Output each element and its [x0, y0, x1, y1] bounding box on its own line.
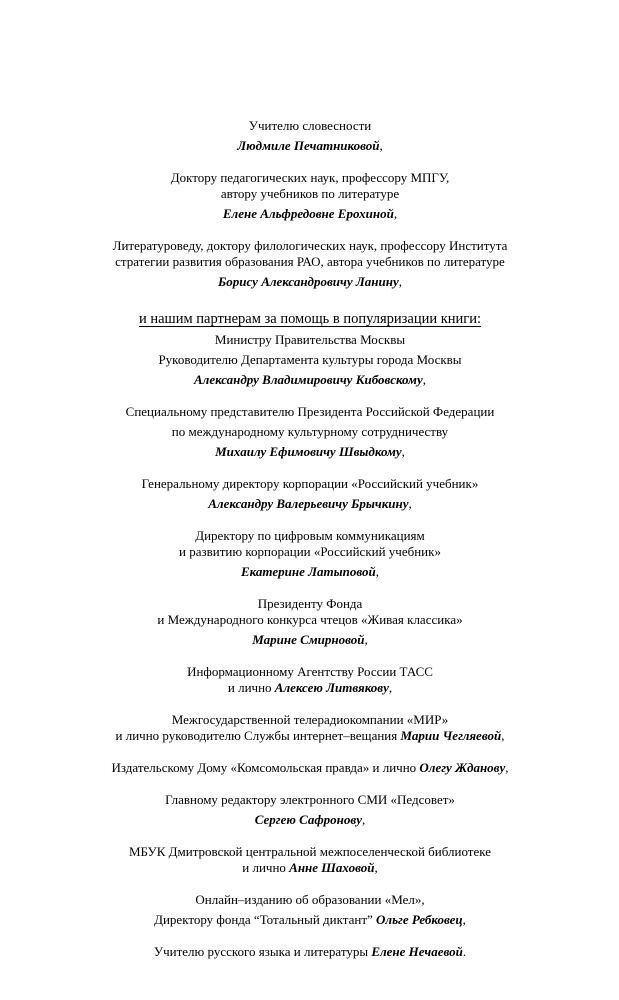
partner-block: Специальному представителю Президента Российской Федерации по международному культурному сотрудничеству Михаилу Ефимовичу Швыдкому, [90, 404, 530, 460]
partner-role: Директору фонда “Тотальный диктант” [154, 912, 377, 927]
partner-role: и лично [227, 680, 275, 695]
dedication-role: Учителю словесности [248, 118, 372, 133]
partner-block: Межгосударственной телерадиокомпании «МИР» и лично руководителю Службы интернет–вещания Марии Чегляевой, [90, 712, 530, 744]
partner-block: Информационному Агентству России ТАСС и лично Алексею Литвякову, [90, 664, 530, 696]
partner-role: Президенту Фонда [257, 596, 363, 611]
partner-role: Межгосударственной телерадиокомпании «МИР» [171, 712, 449, 727]
dedication-page [90, 118, 530, 960]
dedication-role: Доктору педагогических наук, профессору МПГУ, [170, 170, 450, 185]
partner-name: Марине Смирновой [252, 632, 365, 647]
partner-role: Издательскому Дому «Комсомольская правда» и лично [111, 760, 420, 775]
dedication-role: Литературоведу, доктору филологических наук, профессору Института [112, 238, 508, 253]
dedication-role: стратегии развития образования РАО, автора учебников по литературе [115, 254, 505, 269]
partner-name: Ольге Ребковец [376, 912, 463, 927]
partner-role: и развитию корпорации «Российский учебник» [179, 544, 441, 559]
partner-role: МБУК Дмитровской центральной межпоселенческой библиотеке [128, 844, 492, 859]
partners-heading: и нашим партнерам за помощь в популяризации книги: [138, 311, 482, 327]
partner-name: Екатерине Латыповой [240, 564, 376, 579]
partner-name: Олегу Жданову [419, 760, 506, 775]
partner-name: Алексею Литвякову [274, 680, 389, 695]
partner-block: Издательскому Дому «Комсомольская правда» и лично Олегу Жданову, [111, 760, 509, 775]
partner-role: и лично [242, 860, 290, 875]
dedication-name: Людмиле Печатниковой [237, 138, 380, 153]
dedication-block: Доктору педагогических наук, профессору МПГУ, автору учебников по литературе Елене Альфредовне Ерохиной, [90, 170, 530, 222]
dedication-name: Елене Альфредовне Ерохиной [222, 206, 394, 221]
partner-role: и Международного конкурса чтецов «Живая классика» [157, 612, 463, 627]
partner-name: Александру Владимировичу Кибовскому [194, 372, 423, 387]
partner-role: Информационному Агентству России ТАСС [187, 664, 433, 679]
partner-role: Руководителю Департамента культуры города Москвы [158, 352, 462, 367]
partner-role: Специальному представителю Президента Российской Федерации [125, 404, 495, 419]
partner-role: Директору по цифровым коммуникациям [195, 528, 425, 543]
partner-role: и лично руководителю Службы интернет–вещания [115, 728, 401, 743]
partner-block: Учителю русского языка и литературы Елене Нечаевой. [153, 944, 467, 959]
partner-role: Главному редактору электронного СМИ «Педсовет» [165, 792, 455, 807]
dedication-role: автору учебников по литературе [220, 186, 400, 201]
partner-name: Александру Валерьевичу Брычкину [208, 496, 409, 511]
dedication-name: Борису Александровичу Ланину [218, 274, 399, 289]
partner-name: Анне Шаховой [289, 860, 375, 875]
partner-role: Генеральному директору корпорации «Российский учебник» [141, 476, 479, 491]
partner-block: МБУК Дмитровской центральной межпоселенческой библиотеке и лично Анне Шаховой, [90, 844, 530, 876]
dedication-block: Литературоведу, доктору филологических наук, профессору Института стратегии развития образования РАО, автора учебников по литературе Борису Александровичу Ланину, [90, 238, 530, 290]
partner-block: Генеральному директору корпорации «Российский учебник» Александру Валерьевичу Брычкину, [90, 476, 530, 512]
partner-block: Онлайн–изданию об образовании «Мел», Директору фонда “Тотальный диктант” Ольге Ребковец, [90, 892, 530, 928]
partner-name: Сергею Сафронову [254, 812, 362, 827]
partner-name: Михаилу Ефимовичу Швыдкому [215, 444, 402, 459]
partner-role: Министру Правительства Москвы [214, 332, 406, 347]
partner-name: Елене Нечаевой [371, 944, 463, 959]
partner-block: Министру Правительства Москвы Руководителю Департамента культуры города Москвы Александру Владимировичу Кибовскому, [90, 332, 530, 388]
partner-name: Марии Чегляевой [400, 728, 502, 743]
partner-block: Главному редактору электронного СМИ «Педсовет» Сергею Сафронову, [90, 792, 530, 828]
partner-role: Учителю русского языка и литературы [153, 944, 372, 959]
partner-block: Президенту Фонда и Международного конкурса чтецов «Живая классика» Марине Смирновой, [90, 596, 530, 648]
partner-block: Директору по цифровым коммуникациям и развитию корпорации «Российский учебник» Екатерине Латыповой, [90, 528, 530, 580]
partner-role: по международному культурному сотрудничеству [171, 424, 449, 439]
partner-role: Онлайн–изданию об образовании «Мел», [195, 892, 425, 907]
dedication-block: Учителю словесности Людмиле Печатниковой, [90, 118, 530, 154]
